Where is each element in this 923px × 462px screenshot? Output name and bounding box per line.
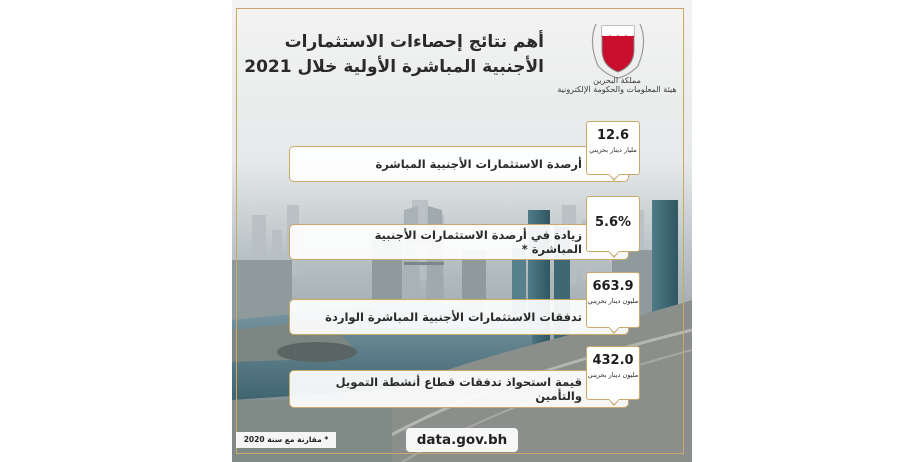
stat-label: زيادة في أرصدة الاستثمارات الأجنبية المباشرة * bbox=[374, 228, 582, 256]
stat-label: قيمة استحواذ تدفقات قطاع أنشطة التمويل والتأمين bbox=[335, 375, 582, 403]
organization-name bbox=[554, 76, 680, 94]
org-line-2: هيئة المعلومات والحكومة الإلكترونية bbox=[557, 85, 677, 94]
stat-value: 663.9 bbox=[592, 279, 634, 294]
stat-card-3 bbox=[289, 299, 629, 335]
stat-value-box-3 bbox=[586, 272, 640, 328]
stat-card-1 bbox=[289, 146, 629, 182]
stat-label: أرصدة الاستثمارات الأجنبية المباشرة bbox=[375, 157, 582, 171]
org-line-1: مملكة البحرين bbox=[593, 76, 641, 85]
stat-card-2 bbox=[289, 224, 629, 260]
title-line-1: أهم نتائج إحصاءات الاستثمارات bbox=[284, 32, 544, 52]
stat-value: 5.6% bbox=[594, 215, 632, 230]
stat-value-box-1 bbox=[586, 121, 640, 175]
infographic-poster bbox=[232, 0, 692, 462]
stat-unit: مليون دينار بحريني bbox=[587, 297, 639, 305]
page-title bbox=[244, 30, 544, 80]
stat-label: تدفقات الاستثمارات الأجنبية المباشرة الواردة bbox=[325, 310, 582, 324]
stat-card-4 bbox=[289, 370, 629, 408]
footnote: * مقارنة مع سنة 2020 bbox=[236, 432, 336, 448]
stat-value: 432.0 bbox=[592, 353, 634, 368]
stat-unit: مليون دينار بحريني bbox=[587, 371, 639, 379]
stat-unit: مليار دينار بحريني bbox=[589, 146, 637, 154]
website-url: data.gov.bh bbox=[406, 428, 518, 452]
stat-value-box-2 bbox=[586, 196, 640, 252]
stat-value: 12.6 bbox=[596, 128, 630, 143]
title-line-2: الأجنبية المباشرة الأولية خلال 2021 bbox=[244, 57, 544, 77]
stat-value-box-4 bbox=[586, 346, 640, 400]
